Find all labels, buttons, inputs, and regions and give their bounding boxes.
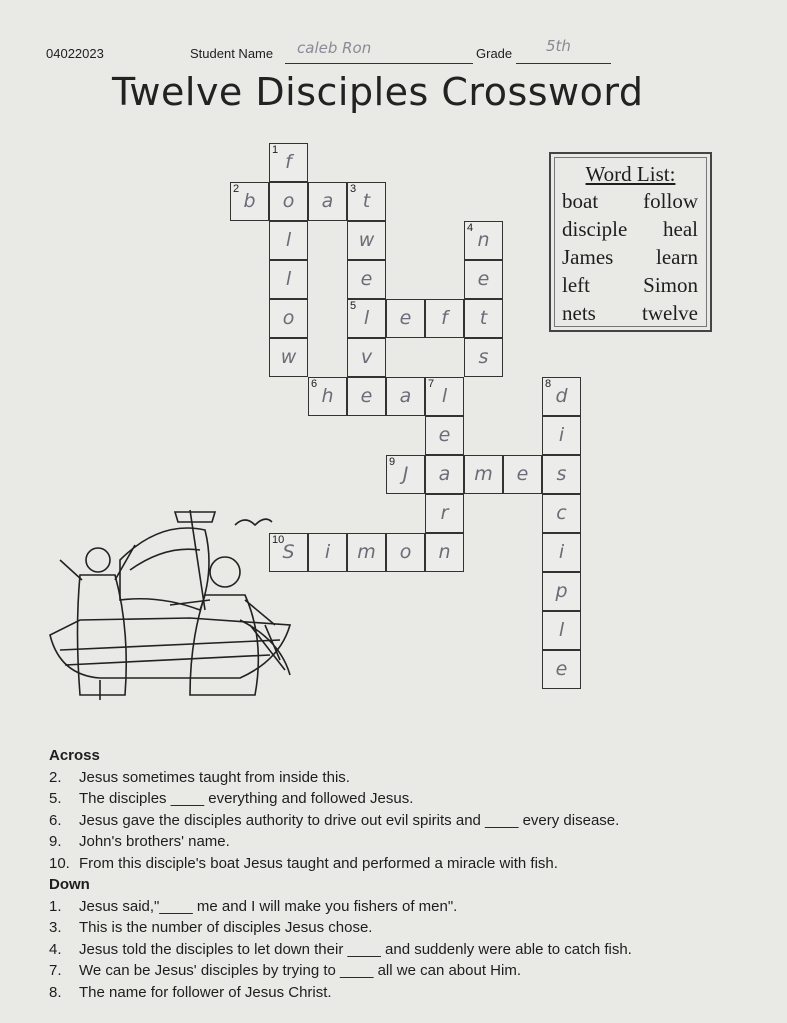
crossword-cell[interactable] (269, 299, 308, 338)
crossword-cell[interactable] (308, 182, 347, 221)
cell-letter: e (516, 463, 529, 485)
hull-planks (60, 640, 280, 665)
clue-number: 10. (49, 854, 70, 872)
cell-letter: t (362, 190, 371, 212)
crossword-cell[interactable] (425, 533, 464, 572)
crossword-cell[interactable] (347, 182, 386, 221)
crossword-cell[interactable] (269, 260, 308, 299)
crossword-cell[interactable] (425, 416, 464, 455)
crossword-cell[interactable] (308, 377, 347, 416)
clue-number: 6. (49, 811, 62, 829)
sail-shape (120, 528, 209, 610)
clue-number: 5. (49, 790, 62, 807)
cell-letter: s (556, 463, 567, 485)
cell-letter: n (477, 229, 490, 251)
crossword-cell[interactable] (542, 416, 581, 455)
crossword-cell[interactable] (464, 455, 503, 494)
crossword-cell[interactable] (542, 377, 581, 416)
clue-text: The name for follower of Jesus Christ. (79, 983, 332, 1001)
cell-letter: n (438, 541, 451, 563)
clue-number: 9. (49, 833, 62, 850)
crossword-cell[interactable] (464, 338, 503, 377)
clue-number: 3. (49, 919, 62, 936)
crossword-cell[interactable] (542, 494, 581, 533)
word-item: learn (656, 245, 698, 269)
cell-number: 2 (233, 183, 240, 195)
crossword-cell[interactable] (269, 182, 308, 221)
cell-letter: i (558, 424, 565, 446)
word-item: heal (663, 217, 698, 241)
clue-number: 8. (49, 983, 62, 1001)
crossword-cell[interactable] (308, 533, 347, 572)
cell-letter: t (479, 307, 488, 329)
crossword-cell[interactable] (269, 221, 308, 260)
clue-down-4 (49, 939, 632, 961)
word-item: boat (562, 189, 599, 213)
crossword-cell[interactable] (386, 455, 425, 494)
cell-number: 4 (467, 222, 474, 234)
grade-value: 5th (546, 37, 571, 55)
clue-text: We can be Jesus' disciples by trying to ____ all we can about Him. (79, 962, 521, 979)
cell-letter: i (324, 541, 331, 563)
crossword-cell[interactable] (425, 494, 464, 533)
word-list-row (555, 243, 706, 271)
crossword-cell[interactable] (542, 611, 581, 650)
cell-letter: l (441, 385, 448, 407)
word-list-box (549, 152, 712, 332)
cell-letter: p (555, 580, 568, 602)
disciple-arms (170, 600, 275, 625)
cell-letter: w (358, 229, 375, 251)
clue-number: 4. (49, 940, 62, 958)
disciple-head (210, 557, 240, 587)
boat-hull (50, 618, 290, 678)
cell-letter: m (357, 541, 376, 563)
clue-text: Jesus gave the disciples authority to drive out evil spirits and ____ every disease. (79, 811, 620, 829)
word-item: left (562, 273, 590, 297)
clue-number: 1. (49, 897, 62, 915)
cell-letter: c (556, 502, 567, 524)
cell-letter: h (321, 385, 334, 407)
clue-down-3 (49, 917, 632, 939)
cell-letter: a (321, 190, 334, 212)
figure-robe (78, 575, 127, 695)
cell-letter: r (440, 502, 449, 524)
cell-letter: e (360, 385, 373, 407)
word-item: James (562, 245, 614, 269)
crossword-cell[interactable] (347, 221, 386, 260)
word-list-row (555, 215, 706, 243)
cell-letter: f (285, 151, 292, 173)
crossword-cell[interactable] (542, 455, 581, 494)
crossword-cell[interactable] (269, 143, 308, 182)
crossword-cell[interactable] (347, 533, 386, 572)
cell-number: 6 (311, 378, 318, 390)
worksheet-code: 04022023 (46, 46, 104, 61)
crossword-cell[interactable] (386, 377, 425, 416)
crossword-cell[interactable] (542, 533, 581, 572)
crossword-cell[interactable] (386, 299, 425, 338)
cell-letter: a (438, 463, 451, 485)
student-name-label: Student Name (190, 46, 274, 61)
mast-line (190, 510, 205, 610)
cell-letter: o (282, 307, 295, 329)
clue-across-5 (49, 788, 632, 810)
cell-letter: e (399, 307, 412, 329)
clue-text: Jesus said,"____ me and I will make you fishers of men". (79, 897, 458, 915)
word-item: nets (562, 301, 596, 325)
crossword-cell[interactable] (425, 377, 464, 416)
cell-number: 9 (389, 456, 396, 468)
grade-label: Grade (476, 46, 513, 61)
clue-text: From this disciple's boat Jesus taught and performed a miracle with fish. (79, 854, 558, 872)
cell-letter: o (399, 541, 412, 563)
crossword-cell[interactable] (269, 338, 308, 377)
clue-number: 2. (49, 768, 62, 786)
clue-text: Jesus sometimes taught from inside this. (79, 768, 350, 786)
crossword-cell[interactable] (230, 182, 269, 221)
cell-letter: S (282, 541, 295, 563)
word-item: follow (643, 189, 698, 213)
cell-letter: e (360, 268, 373, 290)
fishing-net (240, 620, 290, 675)
clue-number: 7. (49, 962, 62, 979)
clue-text: John's brothers' name. (79, 833, 230, 850)
cell-letter: l (363, 307, 370, 329)
cell-letter: J (402, 463, 409, 485)
crossword-cell[interactable] (347, 260, 386, 299)
cell-letter: a (399, 385, 412, 407)
cell-letter: s (478, 346, 489, 368)
cell-number: 5 (350, 300, 357, 312)
clues-section (49, 745, 632, 1003)
cell-letter: f (441, 307, 448, 329)
crossword-cell[interactable] (425, 299, 464, 338)
word-item: disciple (562, 217, 628, 241)
crossword-cell[interactable] (464, 221, 503, 260)
crossword-cell[interactable] (542, 572, 581, 611)
cell-letter: e (438, 424, 451, 446)
mast-top (175, 512, 215, 522)
sail-fold (130, 549, 200, 570)
across-heading: Across (49, 747, 100, 764)
word-list-inner (554, 157, 707, 327)
down-heading: Down (49, 876, 90, 893)
student-name-value: caleb Ron (297, 39, 372, 57)
figure-head (86, 548, 110, 572)
disciple-robe (190, 595, 258, 695)
page-title: Twelve Disciples Crossword (112, 70, 644, 114)
word-item: Simon (643, 273, 698, 297)
cell-letter: o (282, 190, 295, 212)
cell-number: 10 (272, 534, 285, 546)
boat-illustration (40, 500, 300, 710)
clue-down-1 (49, 896, 632, 918)
clue-down-8 (49, 982, 632, 1004)
cell-letter: e (555, 658, 568, 680)
cell-letter: l (558, 619, 565, 641)
cell-number: 8 (545, 378, 552, 390)
word-list-row (555, 271, 706, 299)
cell-letter: d (555, 385, 568, 407)
crossword-cell[interactable] (464, 299, 503, 338)
clue-text: This is the number of disciples Jesus chose. (79, 919, 373, 936)
word-list-row (555, 187, 706, 215)
word-list-row (555, 299, 706, 327)
clue-across-6 (49, 810, 632, 832)
crossword-cell[interactable] (386, 533, 425, 572)
clue-across-10 (49, 853, 632, 875)
bird-shape (235, 519, 272, 525)
crossword-cell[interactable] (503, 455, 542, 494)
word-item: twelve (642, 301, 698, 325)
cell-letter: i (558, 541, 565, 563)
crossword-cell[interactable] (542, 650, 581, 689)
clue-down-7 (49, 960, 632, 982)
cell-letter: e (477, 268, 490, 290)
cell-letter: w (280, 346, 297, 368)
word-list-title: Word List: (585, 162, 676, 186)
crossword-cell[interactable] (347, 338, 386, 377)
crossword-cell[interactable] (464, 260, 503, 299)
clue-across-9 (49, 831, 632, 853)
cell-letter: m (474, 463, 493, 485)
crossword-cell[interactable] (425, 455, 464, 494)
cell-letter: l (285, 268, 292, 290)
clue-across-2 (49, 767, 632, 789)
cell-letter: v (360, 346, 373, 368)
cell-number: 7 (428, 378, 435, 390)
crossword-cell[interactable] (347, 299, 386, 338)
cell-number: 1 (272, 144, 279, 156)
cell-number: 3 (350, 183, 357, 195)
crossword-cell[interactable] (347, 377, 386, 416)
cell-letter: l (285, 229, 292, 251)
cell-letter: b (243, 190, 256, 212)
clue-text: The disciples ____ everything and followed Jesus. (79, 790, 414, 807)
clue-text: Jesus told the disciples to let down their ____ and suddenly were able to catch fish. (79, 940, 632, 958)
